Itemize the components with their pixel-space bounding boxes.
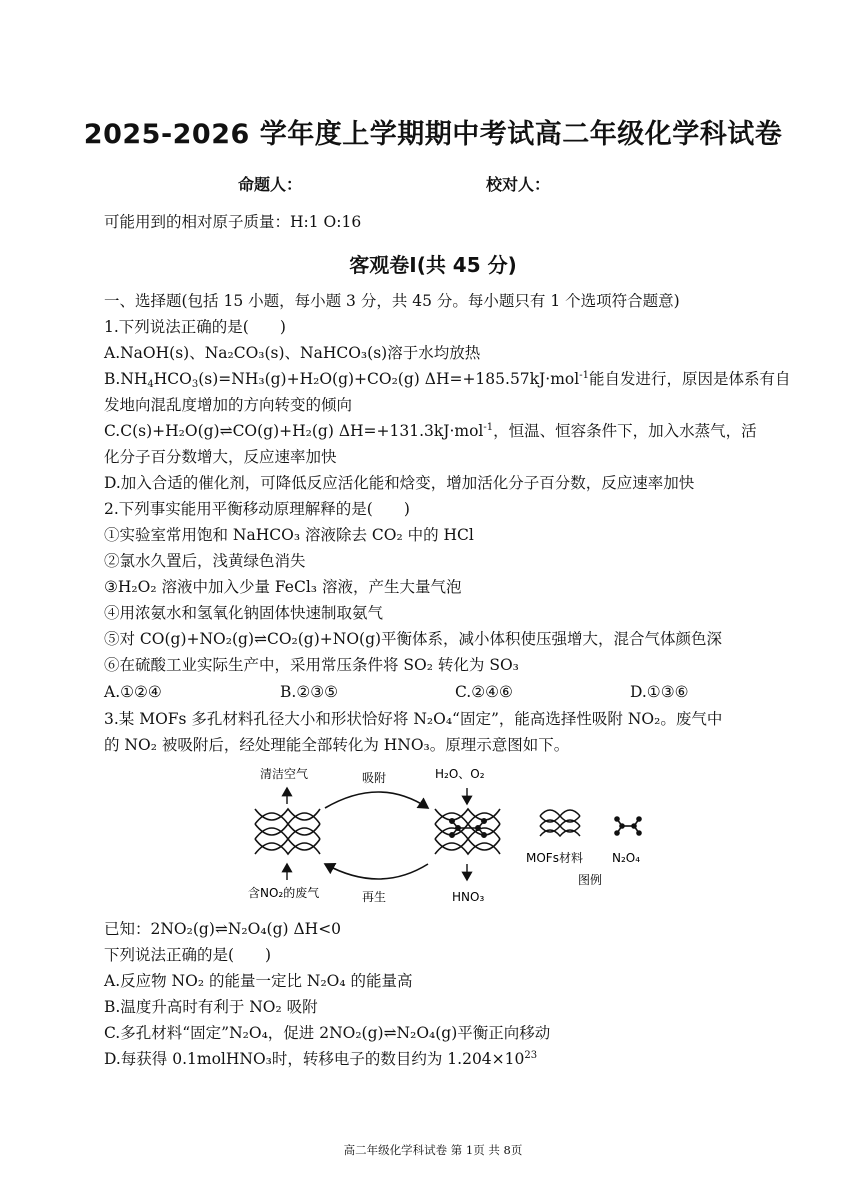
q3-option-c: C.多孔材料“固定”N₂O₄，促进 2NO₂(g)⇌N₂O₄(g)平衡正向移动 — [104, 1024, 551, 1042]
legend-n2o4-icon — [615, 817, 641, 835]
section-title: 客观卷Ⅰ(共 45 分) — [349, 253, 517, 277]
h2o-o2-label: H₂O、O₂ — [435, 767, 485, 781]
waste-gas-label: 含NO₂的废气 — [248, 886, 320, 900]
q1-c-part1: C.C(s)+H₂O(g)⇌CO(g)+H₂(g) ΔH=+131.3kJ·mol — [104, 422, 484, 440]
author-line — [0, 172, 866, 196]
q1-option-d: D.加入合适的催化剂，可降低反应活化能和焓变，增加活化分子百分数，反应速率加快 — [104, 474, 695, 492]
q3-d-text: D.每获得 0.1molHNO₃时，转移电子的数目约为 1.204×10 — [104, 1050, 525, 1068]
q3-ask: 下列说法正确的是( ) — [104, 946, 272, 964]
q1-option-a: A.NaOH(s)、Na₂CO₃(s)、NaHCO₃(s)溶于水均放热 — [104, 344, 481, 362]
hno3-label: HNO₃ — [452, 890, 485, 904]
clean-air-label: 清洁空气 — [260, 767, 309, 781]
mofs-lattice-right — [435, 809, 500, 854]
instruction-line: 一、选择题(包括 15 小题，每小题 3 分，共 45 分。每小题只有 1 个选项符合题意) — [104, 292, 680, 310]
q2-option-d: D.①③⑥ — [630, 683, 689, 701]
q2-option-a: A.①②④ — [104, 683, 162, 701]
q2-item: ①实验室常用饱和 NaHCO₃ 溶液除去 CO₂ 中的 HCl — [104, 526, 474, 544]
q1-option-b-line1: $B.NH_4HCO_3(s)=NH_3(g)+H_2O(g)+CO_2(g)$ ΔH=+185.57kJ·mol$^{-1}$能自发进行，原因是体系有自 — [104, 370, 791, 390]
q2-item: ②氯水久置后，浅黄绿色消失 — [104, 552, 306, 570]
legend-mofs-icon — [540, 810, 580, 836]
q2-item: ⑤对 CO(g)+NO₂(g)⇌CO₂(g)+NO(g)平衡体系，减小体积使压强增大，混合气体颜色深 — [104, 630, 723, 648]
q3-option-d — [104, 1048, 537, 1070]
q2-item: ⑥在硫酸工业实际生产中，采用常压条件将 SO₂ 转化为 SO₃ — [104, 656, 519, 674]
q3-stem-line1: 3.某 MOFs 多孔材料孔径大小和形状恰好将 N₂O₄“固定”，能高选择性吸附 NO₂。废气中 — [104, 710, 723, 728]
legend-n2o4-label: N₂O₄ — [612, 851, 641, 865]
q3-known: 已知：2NO₂(g)⇌N₂O₄(g) ΔH<0 — [104, 920, 342, 938]
q1-option-c-line2: 化分子百分数增大，反应速率加快 — [104, 448, 337, 466]
setter-label: 命题人： — [238, 175, 303, 194]
regenerate-arrow — [325, 864, 428, 879]
q1-b-part2: HCO — [153, 370, 192, 388]
q1-b-sup: -1 — [579, 370, 589, 381]
q2-option-b: B.②③⑤ — [280, 683, 339, 701]
mofs-adsorption-diagram — [230, 764, 660, 909]
q2-option-c: C.②④⑥ — [455, 683, 513, 701]
q3-stem-line2: 的 NO₂ 被吸附后，经处理能全部转化为 HNO₃。原理示意图如下。 — [104, 736, 570, 754]
mofs-lattice-left — [255, 809, 320, 854]
q2-stem: 2.下列事实能用平衡移动原理解释的是( ) — [104, 500, 410, 518]
q1-b-part1: B.NH — [104, 370, 148, 388]
q1-option-b-line2: 发地向混乱度增加的方向转变的倾向 — [104, 396, 353, 414]
legend-caption: 图例 — [578, 873, 603, 887]
q3-option-b: B.温度升高时有利于 NO₂ 吸附 — [104, 998, 318, 1016]
q2-item: ③H₂O₂ 溶液中加入少量 FeCl₃ 溶液，产生大量气泡 — [104, 578, 462, 596]
proofreader-label: 校对人： — [486, 175, 551, 194]
exam-title: 2025-2026 学年度上学期期中考试高二年级化学科试卷 — [83, 119, 783, 150]
adsorb-arrow — [325, 792, 428, 808]
regenerate-label: 再生 — [362, 890, 387, 904]
q1-stem: 1.下列说法正确的是( ) — [104, 318, 286, 336]
q1-c-part2: ，恒温、恒容条件下，加入水蒸气，活 — [493, 422, 757, 440]
q1-option-c-line1 — [104, 420, 757, 442]
q1-b-part4: 能自发进行，原因是体系有自 — [588, 370, 791, 388]
q3-d-sup: 23 — [524, 1050, 538, 1061]
q2-item: ④用浓氨水和氢氧化钠固体快速制取氨气 — [104, 604, 384, 622]
legend-mofs-label: MOFs材料 — [526, 851, 583, 865]
atomic-mass-line: 可能用到的相对原子质量：H:1 O:16 — [104, 213, 362, 231]
q1-c-sup: -1 — [483, 422, 494, 433]
page-footer: 高二年级化学科试卷 第 1页 共 8页 — [343, 1143, 523, 1157]
q3-option-a: A.反应物 NO₂ 的能量一定比 N₂O₄ 的能量高 — [104, 972, 413, 990]
adsorb-label: 吸附 — [362, 771, 387, 785]
q1-b-part3: (s)=NH₃(g)+H₂O(g)+CO₂(g) ΔH=+185.57kJ·mol — [198, 370, 580, 388]
